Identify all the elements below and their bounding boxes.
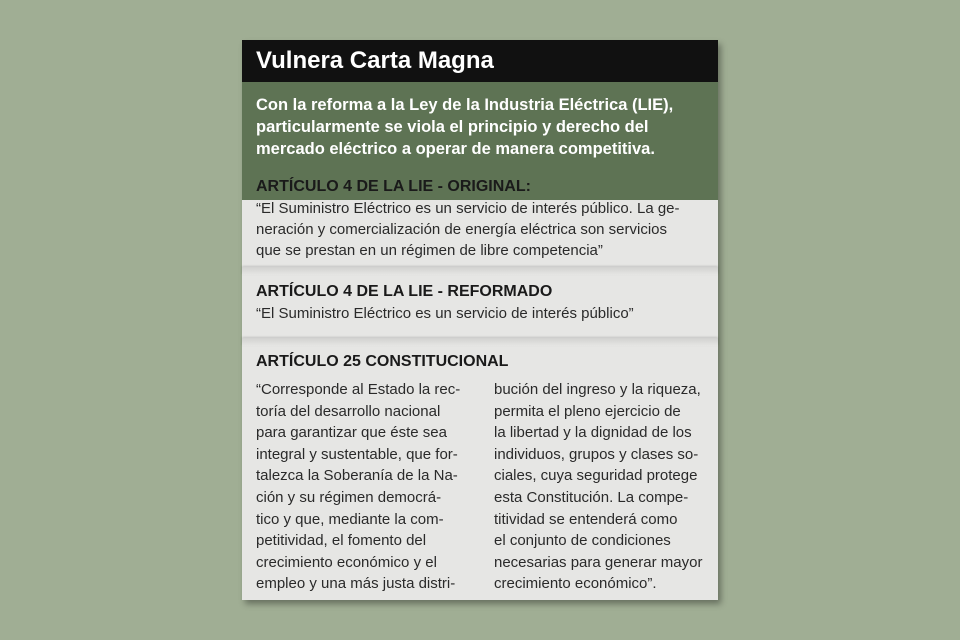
text-line: permita el pleno ejercicio de [494,402,681,420]
text-line: esta Constitución. La compe- [494,488,689,506]
left-column [256,379,460,595]
text-line: crecimiento económico y el [256,553,437,571]
section-article-4-original [242,176,718,261]
text-line: el conjunto de condiciones [494,532,671,550]
text-line: talezca la Soberanía de la Na- [256,467,458,485]
section-heading: ARTÍCULO 4 DE LA LIE - REFORMADO [256,283,553,300]
text-line: que se prestan en un régimen de libre competencia” [256,242,603,259]
infographic-card [242,40,718,600]
intro-line: particularmente se viola el principio y derecho del [256,118,649,136]
section-text [256,303,708,324]
card-title: Vulnera Carta Magna [242,40,718,82]
text-line: petitividad, el fomento del [256,532,427,550]
text-line: individuos, grupos y clases so- [494,445,699,463]
text-line: “Corresponde al Estado la rec- [256,381,461,398]
section-article-25 [242,351,718,591]
text-line: bución del ingreso y la riqueza, [494,381,701,398]
text-line: toría del desarrollo nacional [256,402,441,420]
section-heading: ARTÍCULO 4 DE LA LIE - ORIGINAL: [256,178,531,195]
text-line: crecimiento económico”. [494,575,657,593]
section-divider [242,267,718,275]
text-line: neración y comercialización de energía eléctrica son servicios [256,221,668,238]
text-line: necesarias para generar mayor [494,553,703,571]
intro-line: mercado eléctrico a operar de manera competitiva. [256,140,655,158]
section-article-4-reformed [242,281,718,324]
section-text [256,198,708,261]
intro-line: Con la reforma a la Ley de la Industria Eléctrica (LIE), [256,96,674,114]
text-line: titividad se entenderá como [494,510,678,528]
text-line: empleo y una más justa distri- [256,575,456,593]
text-line: integral y sustentable, que for- [256,445,458,463]
text-line: “El Suministro Eléctrico es un servicio de interés público” [256,305,634,322]
text-line: la libertad y la dignidad de los [494,424,692,442]
text-line: tico y que, mediante la com- [256,510,444,528]
text-line: ción y su régimen democrá- [256,488,442,506]
text-line: “El Suministro Eléctrico es un servicio de interés público. La ge- [256,200,680,217]
text-line: ciales, cuya seguridad protege [494,467,698,485]
right-column [494,379,702,595]
text-line: para garantizar que éste sea [256,424,447,442]
section-divider [242,338,718,346]
section-heading: ARTÍCULO 25 CONSTITUCIONAL [256,353,509,370]
